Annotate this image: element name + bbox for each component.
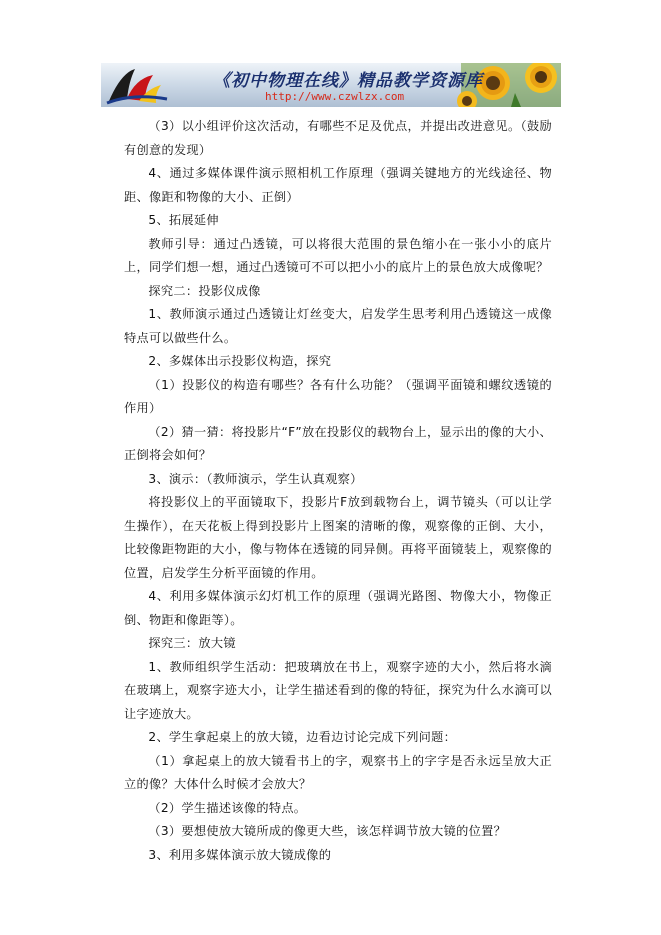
paragraph: 3、利用多媒体演示放大镜成像的 [148, 847, 332, 862]
paragraph: 将投影仪上的平面镜取下，投影片F放到载物台上，调节镜头（可以让学生操作），在天花板上得到投影片上图案的清晰的像，观察像的正倒、大小，比较像距物距的大小，像与物体在透镜的同异侧。再将平面镜装上，观察像的位置，启发学生分析平面镜的作用。 [124, 495, 552, 580]
paragraph: （3）以小组评价这次活动，有哪些不足及优点，并提出改进意见。（鼓励有创意的发现） [124, 119, 552, 157]
site-title: 《初中物理在线》精品教学资源库 [213, 71, 483, 91]
site-url[interactable]: http://www.czwlzx.com [265, 90, 405, 103]
paragraph: 3、演示：（教师演示，学生认真观察） [148, 471, 363, 486]
paragraph: 教师引导：通过凸透镜，可以将很大范围的景色缩小在一张小小的底片上，同学们想一想，通过凸透镜可不可以把小小的底片上的景色放大成像呢？ [124, 236, 552, 274]
logo-icon [107, 69, 167, 103]
paragraph: 5、拓展延伸 [148, 213, 219, 227]
paragraph: 探究二：投影仪成像 [148, 283, 261, 298]
paragraph: 探究三：放大镜 [148, 636, 236, 650]
paragraph: （3）要想使放大镜所成的像更大些，该怎样调节放大镜的位置？ [148, 824, 507, 838]
paragraph: 2、学生拿起桌上的放大镜，边看边讨论完成下列问题： [148, 730, 457, 744]
paragraph: （2）猜一猜：将投影片“F”放在投影仪的载物台上，显示出的像的大小、正倒将会如何？ [124, 424, 552, 462]
paragraph: 4、通过多媒体课件演示照相机工作原理（强调关键地方的光线途径、物距、像距和物像的大小、正倒） [124, 166, 552, 204]
paragraph: 2、多媒体出示投影仪构造，探究 [148, 354, 332, 368]
paragraph: （1）投影仪的构造有哪些？各有什么功能？（强调平面镜和螺纹透镜的作用） [124, 377, 552, 415]
paragraph: （2）学生描述该像的特点。 [148, 800, 307, 815]
document-body [124, 115, 552, 867]
paragraph: 1、教师组织学生活动：把玻璃放在书上，观察字迹的大小，然后将水滴在玻璃上，观察字迹大小，让学生描述看到的像的特征，探究为什么水滴可以让字迹放大。 [124, 659, 552, 721]
header-banner [101, 63, 561, 107]
paragraph: 4、利用多媒体演示幻灯机工作的原理（强调光路图、物像大小，物像正倒、物距和像距等）。 [124, 589, 552, 627]
paragraph: （1）拿起桌上的放大镜看书上的字，观察书上的字字是否永远呈放大正立的像？大体什么时候才会放大？ [124, 753, 552, 791]
paragraph: 1、教师演示通过凸透镜让灯丝变大，启发学生思考利用凸透镜这一成像特点可以做些什么。 [124, 307, 552, 345]
